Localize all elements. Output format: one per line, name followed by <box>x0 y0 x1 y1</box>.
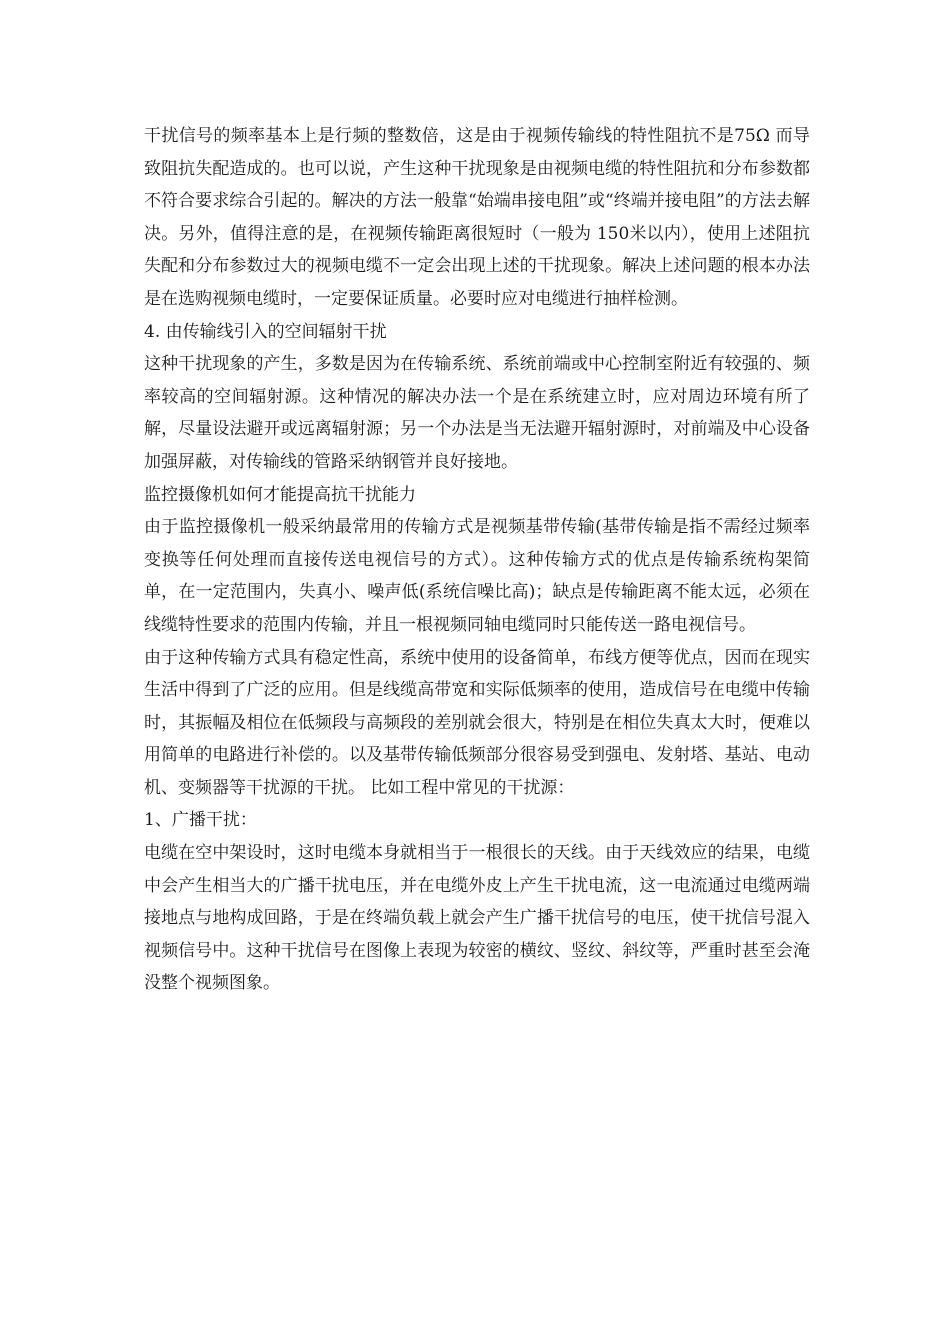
document-body <box>144 120 810 1000</box>
section-heading-spatial-radiation: 4. 由传输线引入的空间辐射干扰 <box>144 321 387 342</box>
paragraph-spatial-radiation: 这种干扰现象的产生，多数是因为在传输系统、系统前端或中心控制室附近有较强的、频率较高的空间辐射源。这种情况的解决办法一个是在系统建立时，应对周边环境有所了解，尽量设法避开或远离辐射源；另一个办法是当无法避开辐射源时，对前端及中心设备加强屏蔽，对传输线的管路采纳钢管并良好接地。 <box>144 354 810 472</box>
paragraph-impedance-mismatch: 干扰信号的频率基本上是行频的整数倍，这是由于视频传输线的特性阻抗不是75Ω 而导致阻抗失配造成的。也可以说，产生这种干扰现象是由视频电缆的特性阻抗和分布参数都不符合要求综合引起的。解决的方法一般靠“始端串接电阻”或“终端并接电阻”的方法去解决。另外，值得注意的是，在视频传输距离很短时（一般为 150米以内），使用上述阻抗失配和分布参数过大的视频电缆不一定会出现上述的干扰现象。解决上述问题的根本办法是在选购视频电缆时，一定要保证质量。必要时应对电缆进行抽样检测。 <box>144 126 810 309</box>
paragraph-broadcast-interference: 电缆在空中架设时，这时电缆本身就相当于一根很长的天线。由于天线效应的结果，电缆中会产生相当大的广播干扰电压，并在电缆外皮上产生干扰电流，这一电流通过电缆两端接地点与地构成回路，于是在终端负载上就会产生广播干扰信号的电压，使干扰信号混入视频信号中。这种干扰信号在图像上表现为较密的横纹、竖纹、斜纹等，严重时甚至会淹没整个视频图象。 <box>144 843 810 994</box>
section-heading-broadcast-interference: 1、广播干扰： <box>144 810 257 831</box>
paragraph-baseband-transmission: 由于监控摄像机一般采纳最常用的传输方式是视频基带传输(基带传输是指不需经过频率变换等任何处理而直接传送电视信号的方式）。这种传输方式的优点是传输系统构架简单，在一定范围内，失真小、噪声低(系统信噪比高)；缺点是传输距离不能太远，必须在线缆特性要求的范围内传输，并且一根视频同轴电缆同时只能传送一路电视信号。 <box>144 517 810 635</box>
section-heading-camera-anti-interference: 监控摄像机如何才能提高抗干扰能力 <box>144 484 416 505</box>
paragraph-interference-sources: 由于这种传输方式具有稳定性高，系统中使用的设备简单，布线方便等优点，因而在现实生活中得到了广泛的应用。但是线缆高带宽和实际低频率的使用，造成信号在电缆中传输时，其振幅及相位在低频段与高频段的差别就会很大，特别是在相位失真太大时，便难以用简单的电路进行补偿的。以及基带传输低频部分很容易受到强电、发射塔、基站、电动机、变频器等干扰源的干扰。 比如工程中常见的干扰源： <box>144 647 810 798</box>
